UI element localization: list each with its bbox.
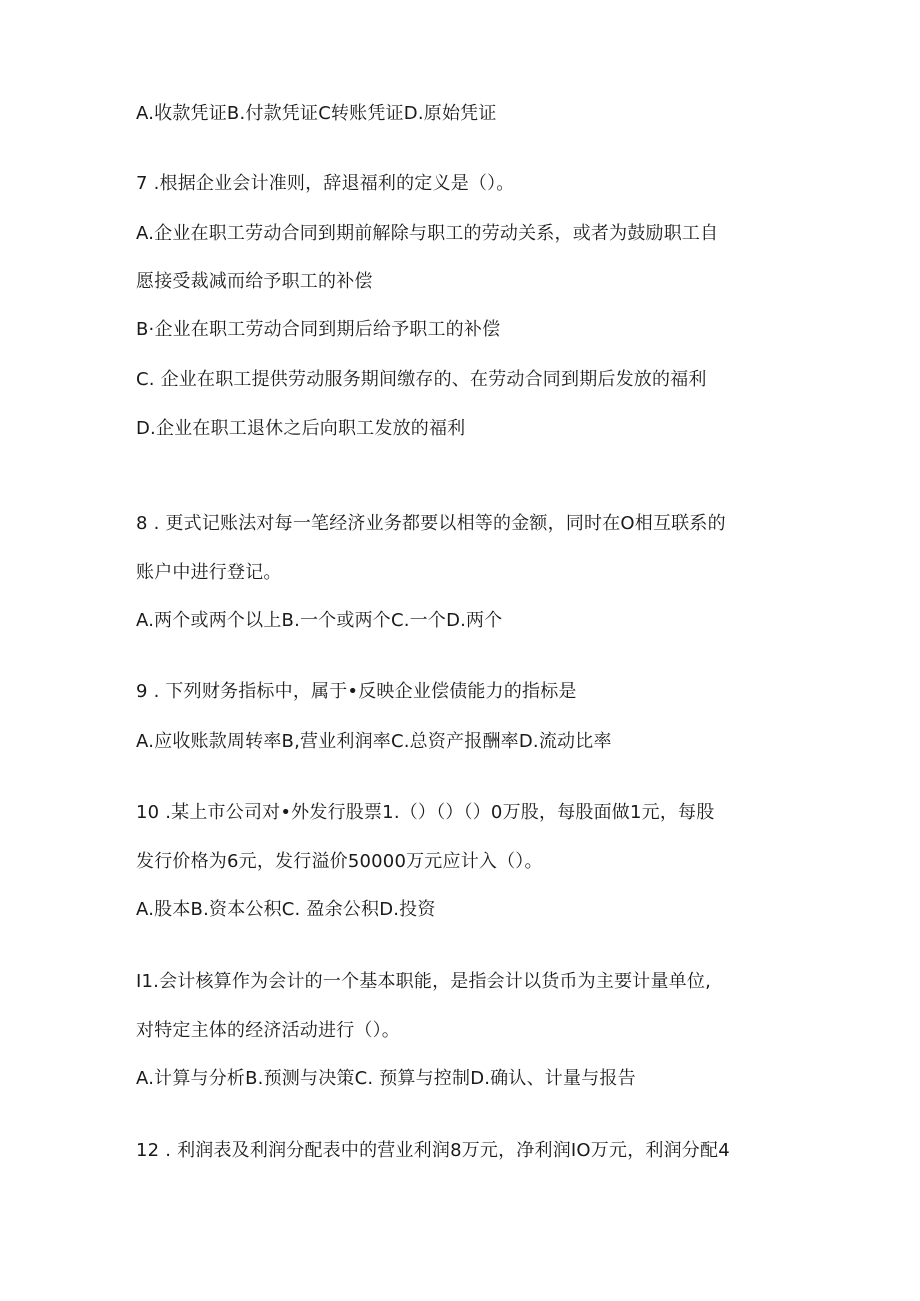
q7-option-a-line1: A.企业在职工劳动合同到期前解除与职工的劳动关系，或者为鼓励职工自 bbox=[136, 223, 719, 244]
q7-stem: 7 .根据企业会计准则，辞退福利的定义是（）。 bbox=[136, 173, 515, 194]
q12-stem-line1: 12 . 利润表及利润分配表中的营业利润8万元，净利润IO万元，利润分配4 bbox=[136, 1140, 730, 1161]
q7-option-c: C. 企业在职工提供劳动服务期间缴存的、在劳动合同到期后发放的福利 bbox=[136, 369, 707, 390]
q11-stem-line2: 对特定主体的经济活动进行（）。 bbox=[136, 1020, 400, 1041]
q9-stem: 9 . 下列财务指标中，属于•反映企业偿债能力的指标是 bbox=[136, 681, 577, 702]
q7-option-a-line2: 愿接受裁减而给予职工的补偿 bbox=[136, 271, 373, 292]
q8-stem-line2: 账户中进行登记。 bbox=[136, 562, 282, 583]
q6-options: A.收款凭证B.付款凭证C转账凭证D.原始凭证 bbox=[136, 103, 497, 124]
q11-options: A.计算与分析B.预测与决策C. 预算与控制D.确认、计量与报告 bbox=[136, 1068, 636, 1089]
q10-stem-line1: 10 .某上市公司对•外发行股票1.（）（）（）0万股，每股面做1元，每股 bbox=[136, 802, 715, 823]
q8-options: A.两个或两个以上B.一个或两个C.一个D.两个 bbox=[136, 610, 503, 631]
q10-options: A.股本B.资本公积C. 盈余公积D.投资 bbox=[136, 899, 436, 920]
q10-stem-line2: 发行价格为6元，发行溢价50000万元应计入（）。 bbox=[136, 851, 543, 872]
q8-stem-line1: 8 . 更式记账法对每一笔经济业务都要以相等的金额，同时在O相互联系的 bbox=[136, 513, 726, 534]
q9-options: A.应收账款周转率B,营业利润率C.总资产报酬率D.流动比率 bbox=[136, 731, 612, 752]
q11-stem-line1: I1.会计核算作为会计的一个基本职能，是指会计以货币为主要计量单位, bbox=[136, 971, 712, 992]
q7-option-d: D.企业在职工退休之后向职工发放的福利 bbox=[136, 418, 466, 439]
q7-option-b: B·企业在职工劳动合同到期后给予职工的补偿 bbox=[136, 319, 501, 340]
